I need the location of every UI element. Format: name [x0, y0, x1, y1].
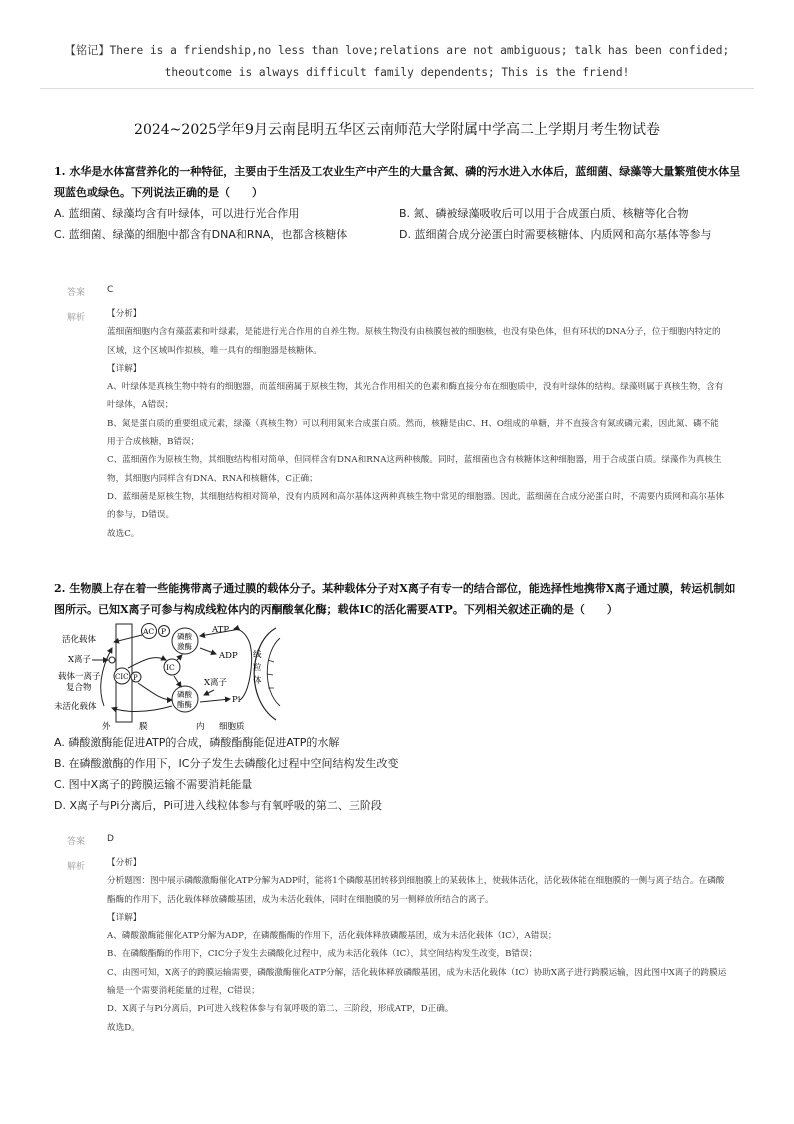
analysis-paragraph: C、由图可知，X离子的跨膜运输需要，磷酸激酶催化ATP分解，活化载体释放磷酸基团，成为未活化载体（IC）协助X离子进行跨膜运输，因此图中X离子的跨膜运输是一个需要消耗能量的过程，C错误；	[107, 967, 727, 997]
label-carrier-ion-complex-2: 复合物	[66, 683, 92, 693]
analysis-conclusion: 故选D。	[107, 1022, 140, 1033]
label-activated-carrier: 活化载体	[62, 635, 97, 645]
label-mito-2: 粒	[253, 663, 262, 673]
label-carrier-ion-complex-1: 载体一离子	[58, 672, 101, 682]
svg-text:AC: AC	[143, 627, 155, 636]
label-inactive-carrier: 未活化载体	[54, 702, 97, 712]
question-2-analysis	[107, 854, 727, 1037]
header-divider	[40, 88, 754, 89]
label-membrane: 膜	[139, 722, 148, 732]
label-adp: ADP	[219, 651, 238, 661]
question-1-option-d[interactable]: D. 蓝细菌合成分泌蛋白时需要核糖体、内质网和高尔基体等参与	[399, 228, 712, 241]
question-2-option-c[interactable]: C. 图中X离子的跨膜运输不需要消耗能量	[54, 778, 253, 791]
question-2-answer-label: 答案	[67, 837, 86, 847]
label-cytoplasm: 细胞质	[219, 722, 245, 732]
question-1-analysis-label: 解析	[67, 313, 86, 323]
label-atp: ATP	[212, 625, 230, 635]
question-2-option-a[interactable]: A. 磷酸激酶能促进ATP的合成，磷酸酯酶能促进ATP的水解	[54, 736, 340, 749]
label-x-ion-outside: X离子	[68, 655, 92, 665]
svg-text:P: P	[133, 674, 138, 682]
analysis-paragraph: D、蓝细菌是原核生物，其细胞结构相对简单，没有内质网和高尔基体这两种真核生物中常见的细胞器。因此，蓝细菌在合成分泌蛋白时，不需要内质网和高尔基体的参与，D错误。	[107, 491, 725, 521]
question-2-analysis-label: 解析	[67, 862, 86, 872]
analysis-paragraph: C、蓝细菌作为原核生物，其细胞结构相对简单，但同样含有DNA和RNA这两种核酸。同时，蓝细菌也含有核糖体这种细胞器，用于合成蛋白质。绿藻作为真核生物，其细胞内同样含有DNA、RNA和核糖体，C正确；	[107, 455, 722, 484]
label-pi: Pi	[232, 695, 241, 705]
analysis-heading: 【分析】	[107, 858, 142, 868]
question-1-analysis	[107, 305, 727, 543]
analysis-paragraph: 蓝细菌细胞内含有藻蓝素和叶绿素，是能进行光合作用的自养生物。原核生物没有由核膜包被的细胞核，也没有染色体，但有环状的DNA分子，位于细胞内特定的区域，这个区域叫作拟核，唯一具有的细胞器是核糖体。	[107, 327, 721, 356]
svg-text:酯酶: 酯酶	[177, 700, 192, 709]
header-motto	[40, 40, 754, 84]
label-inside: 内	[196, 722, 205, 732]
page-title: 2024~2025学年9月云南昆明五华区云南师范大学附属中学高二上学期月考生物试卷	[134, 122, 660, 138]
mitochondrion-shape	[254, 628, 276, 720]
svg-text:P: P	[161, 627, 167, 636]
question-1-option-c[interactable]: C. 蓝细菌、绿藻的细胞中都含有DNA和RNA，也都含核糖体	[54, 228, 348, 241]
analysis-paragraph: A、叶绿体是真核生物中特有的细胞器，而蓝细菌属于原核生物，其光合作用相关的色素和酶直接分布在细胞质中，没有叶绿体的结构。绿藻则属于真核生物，含有叶绿体，A错误；	[107, 382, 724, 411]
analysis-paragraph: 分析题图：图中展示磷酸激酶催化ATP分解为ADP时，能将1个磷酸基团转移到细胞膜上的某载体上，使载体活化，活化载体能在细胞膜的一侧与离子结合。在磷酸酯酶的作用下，活化载体释放磷酸基团，成为未活化载体，同时在细胞膜的另一侧释放所结合的离子。	[107, 876, 725, 905]
x-ion-circle	[109, 657, 115, 663]
analysis-paragraph: A、磷酸激酶能催化ATP分解为ADP，在磷酸酯酶的作用下，活化载体释放磷酸基团，成为未活化载体（IC），A错误；	[107, 931, 557, 942]
question-1-answer: C	[107, 285, 114, 295]
svg-text:IC: IC	[166, 663, 175, 672]
question-1-option-b[interactable]: B. 氮、磷被绿藻吸收后可以用于合成蛋白质、核糖等化合物	[399, 207, 689, 220]
svg-text:磷酸: 磷酸	[177, 690, 192, 699]
question-2-answer: D	[107, 834, 114, 844]
question-1-answer-label: 答案	[67, 288, 86, 298]
svg-text:激酶: 激酶	[177, 642, 192, 651]
analysis-heading: 【详解】	[107, 363, 142, 374]
question-1-stem: 1. 水华是水体富营养化的一种特征，主要由于生活及工农业生产中产生的大量含氮、磷的污水进入水体后，蓝细菌、绿藻等大量繁殖使水体呈现蓝色或绿色。下列说法正确的是（ ）	[54, 165, 741, 199]
motto-line-1: 【铭记】There is a friendship,no less than love;relations are not ambiguous; talk has been confided;	[64, 44, 730, 57]
motto-line-2: theoutcome is always difficult family dependents; This is the friend!	[164, 66, 630, 79]
analysis-paragraph: B、氮是蛋白质的重要组成元素，绿藻（真核生物）可以利用氮来合成蛋白质。然而，核糖是由C、H、O组成的单糖，并不直接含有氮或磷元素，因此氮、磷不能用于合成核糖，B错误；	[107, 418, 719, 448]
carrier-transport-diagram	[54, 620, 304, 732]
question-1-option-a[interactable]: A. 蓝细菌、绿藻均含有叶绿体，可以进行光合作用	[54, 207, 300, 220]
analysis-heading: 【分析】	[107, 309, 142, 319]
analysis-conclusion: 故选C。	[107, 528, 140, 539]
label-mito-3: 体	[253, 676, 262, 686]
label-x-ion-inside: X离子	[204, 678, 228, 688]
label-outside: 外	[102, 722, 111, 732]
svg-text:CIC: CIC	[115, 673, 129, 681]
analysis-paragraph: D、X离子与Pi分离后，Pi可进入线粒体参与有氧呼吸的第二、三阶段，形成ATP，D正确。	[107, 1004, 454, 1015]
question-2-option-b[interactable]: B. 在磷酸激酶的作用下，IC分子发生去磷酸化过程中空间结构发生改变	[54, 757, 399, 770]
question-2-option-d[interactable]: D. X离子与Pi分离后，Pi可进入线粒体参与有氧呼吸的第二、三阶段	[54, 799, 382, 812]
analysis-paragraph: B、在磷酸酯酶的作用下，CIC分子发生去磷酸化过程中，成为未活化载体（IC），其空间结构发生改变，B错误；	[107, 949, 538, 960]
label-mito-1: 线	[253, 650, 262, 660]
question-2-stem: 2. 生物膜上存在着一些能携带离子通过膜的载体分子。某种载体分子对X离子有专一的结合部位，能选择性地携带X离子通过膜，转运机制如图所示。已知X离子可参与构成线粒体内的丙酮酸氧化酶；载体IC的活化需要ATP。下列相关叙述正确的是（ ）	[54, 582, 736, 616]
svg-text:磷酸: 磷酸	[177, 632, 192, 641]
analysis-heading: 【详解】	[107, 912, 142, 923]
